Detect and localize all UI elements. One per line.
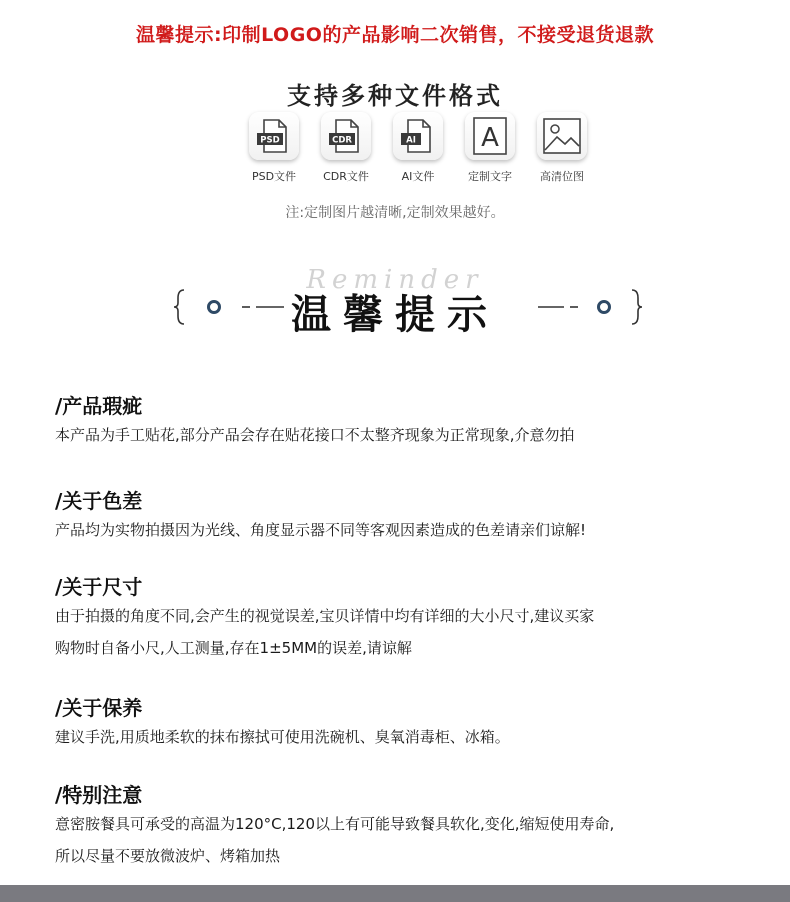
- section-text: 产品均为实物拍摄因为光线、角度显示器不同等客观因素造成的色差请亲们谅解!: [55, 521, 587, 539]
- format-caption: PSD文件: [251, 170, 297, 183]
- format-item-ai: [382, 112, 454, 184]
- section-special-notice: [55, 779, 755, 872]
- formats-title: 支持多种文件格式: [287, 82, 503, 110]
- format-caption: 高清位图: [540, 170, 584, 183]
- ai-badge: AI: [406, 135, 416, 146]
- section-text: 建议手洗,用质地柔软的抹布擦拭可使用洗碗机、臭氧消毒柜、冰箱。: [55, 728, 510, 746]
- section-heading: /关于色差: [55, 489, 143, 513]
- clarity-note: 注:定制图片越清晰,定制效果越好。: [285, 205, 505, 221]
- footer-bar: [0, 885, 790, 902]
- text-letter-icon: [465, 112, 515, 160]
- right-bracket-ornament: [532, 284, 652, 330]
- section-heading: /关于尺寸: [55, 575, 143, 599]
- section-heading: /关于保养: [55, 696, 143, 720]
- section-text: 意密胺餐具可承受的高温为120°C,120以上有可能导致餐具软化,变化,缩短使用寿命,: [55, 815, 615, 833]
- format-item-bitmap: [526, 112, 598, 184]
- format-caption: 定制文字: [468, 170, 512, 183]
- cdr-file-icon: [321, 112, 371, 160]
- section-text: 由于拍摄的角度不同,会产生的视觉误差,宝贝详情中均有详细的大小尺寸,建议买家: [55, 607, 595, 625]
- ai-file-icon: [393, 112, 443, 160]
- format-item-psd: [238, 112, 310, 184]
- psd-badge: PSD: [260, 135, 280, 146]
- format-caption: CDR文件: [323, 170, 369, 183]
- reminder-watermark: Reminder: [306, 265, 484, 295]
- reminder-title: 温馨提示: [291, 291, 499, 338]
- format-caption: AI文件: [401, 170, 435, 183]
- text-badge: A: [481, 123, 499, 153]
- format-item-text: [454, 112, 526, 184]
- format-item-cdr: [310, 112, 382, 184]
- format-icon-row: [238, 112, 588, 192]
- section-text: 购物时自备小尺,人工测量,存在1±5MM的误差,请谅解: [55, 639, 412, 657]
- section-heading: /特别注意: [55, 783, 143, 807]
- image-icon: [537, 112, 587, 160]
- psd-file-icon: [249, 112, 299, 160]
- section-heading: /产品瑕疵: [55, 394, 143, 418]
- section-care: [55, 692, 755, 753]
- section-text: 所以尽量不要放微波炉、烤箱加热: [55, 847, 281, 865]
- cdr-badge: CDR: [332, 135, 352, 146]
- section-text: 本产品为手工贴花,部分产品会存在贴花接口不太整齐现象为正常现象,介意勿拍: [55, 426, 575, 444]
- section-color-difference: [55, 485, 755, 546]
- warning-notice: 温馨提示:印制LOGO的产品影响二次销售，不接受退货退款: [136, 24, 654, 46]
- section-size: [55, 571, 755, 664]
- section-defects: [55, 390, 755, 451]
